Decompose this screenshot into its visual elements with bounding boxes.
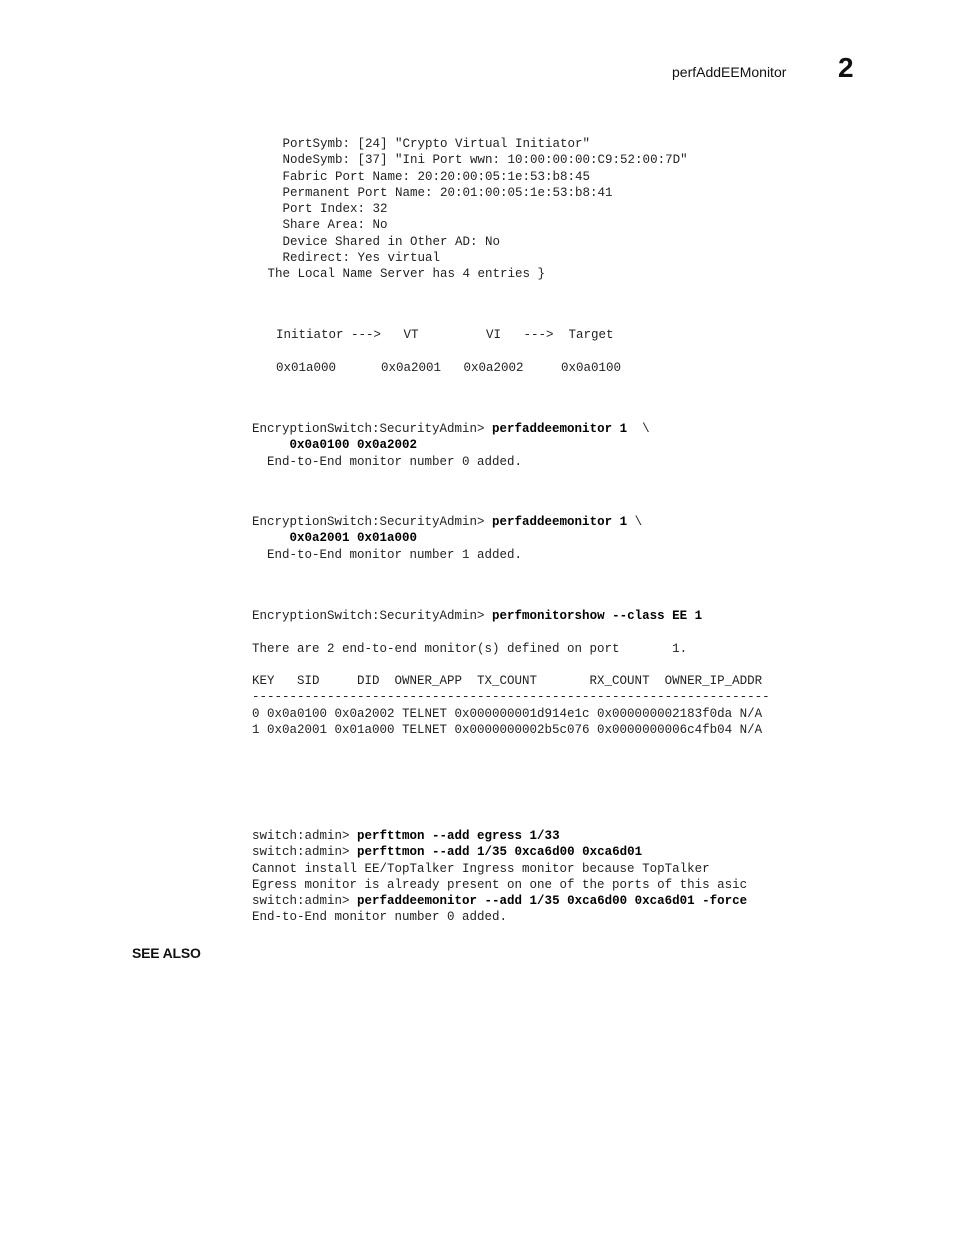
add-monitor-example-1 — [252, 421, 650, 470]
entry-line: Share Area: No — [260, 218, 388, 233]
monitor-table-row: 0 0x0a0100 0x0a2002 TELNET 0x000000001d914e1c 0x000000002183f0da N/A — [252, 706, 763, 721]
monitor-table-separator: --------------------------------------------------------------------- — [252, 690, 770, 705]
cli-output: End-to-End monitor number 1 added. — [252, 547, 523, 562]
see-also-heading: SEE ALSO — [132, 945, 201, 961]
cli-command-continuation: 0x0a0100 0x0a2002 — [252, 438, 418, 453]
monitor-summary: There are 2 end-to-end monitor(s) defined on port 1. — [252, 641, 688, 656]
running-header-title: perfAddEEMonitor — [672, 64, 787, 80]
entry-line: Device Shared in Other AD: No — [260, 234, 501, 249]
entry-line: The Local Name Server has 4 entries } — [260, 267, 546, 282]
cli-prompt: switch:admin> — [252, 845, 358, 860]
monitor-table-row: 1 0x0a2001 0x01a000 TELNET 0x0000000002b5c076 0x0000000006c4fb04 N/A — [252, 723, 763, 738]
cli-prompt: EncryptionSwitch:SecurityAdmin> — [252, 422, 493, 436]
path-header-line: Initiator ---> VT VI ---> Target — [276, 328, 614, 342]
toptalker-conflict-example — [252, 828, 747, 926]
cli-prompt: EncryptionSwitch:SecurityAdmin> — [252, 609, 493, 623]
cli-output: End-to-End monitor number 0 added. — [252, 454, 523, 469]
cli-command: perfaddeemonitor 1 — [492, 515, 635, 529]
monitor-show-example — [252, 608, 770, 738]
add-monitor-example-2 — [252, 514, 642, 563]
cli-command: perfmonitorshow --class EE 1 — [492, 609, 703, 623]
line-continuation: \ — [634, 515, 643, 529]
cli-prompt: EncryptionSwitch:SecurityAdmin> — [252, 515, 493, 529]
name-server-entry-output — [260, 136, 688, 283]
line-continuation: \ — [642, 422, 650, 436]
cli-error-line: Egress monitor is already present on one of the ports of this asic — [252, 877, 748, 892]
entry-line: NodeSymb: [37] "Ini Port wwn: 10:00:00:00:C9:52:00:7D" — [260, 153, 688, 168]
monitor-table-header: KEY SID DID OWNER_APP TX_COUNT RX_COUNT OWNER_IP_ADDR — [252, 674, 763, 689]
cli-command: perfaddeemonitor 1 — [492, 422, 643, 436]
cli-command-continuation: 0x0a2001 0x01a000 — [252, 531, 418, 546]
chapter-number: 2 — [838, 52, 854, 83]
entry-line: Port Index: 32 — [260, 202, 388, 217]
cli-prompt: switch:admin> — [252, 894, 358, 909]
cli-error-line: Cannot install EE/TopTalker Ingress monitor because TopTalker — [252, 861, 710, 876]
entry-line: Fabric Port Name: 20:20:00:05:1e:53:b8:45 — [260, 169, 591, 184]
entry-line: Redirect: Yes virtual — [260, 251, 441, 266]
cli-prompt: switch:admin> — [252, 829, 358, 843]
cli-command: perfttmon --add egress 1/33 — [357, 829, 560, 843]
entry-line: Permanent Port Name: 20:01:00:05:1e:53:b8:41 — [260, 185, 613, 200]
path-values-line: 0x01a000 0x0a2001 0x0a2002 0x0a0100 — [276, 360, 622, 375]
cli-command: perfaddeemonitor --add 1/35 0xca6d00 0xca6d01 -force — [357, 894, 748, 909]
frame-path-diagram — [276, 327, 621, 376]
entry-line: PortSymb: [24] "Crypto Virtual Initiator" — [260, 137, 591, 151]
cli-command: perfttmon --add 1/35 0xca6d00 0xca6d01 — [357, 845, 643, 860]
cli-output: End-to-End monitor number 0 added. — [252, 910, 508, 925]
